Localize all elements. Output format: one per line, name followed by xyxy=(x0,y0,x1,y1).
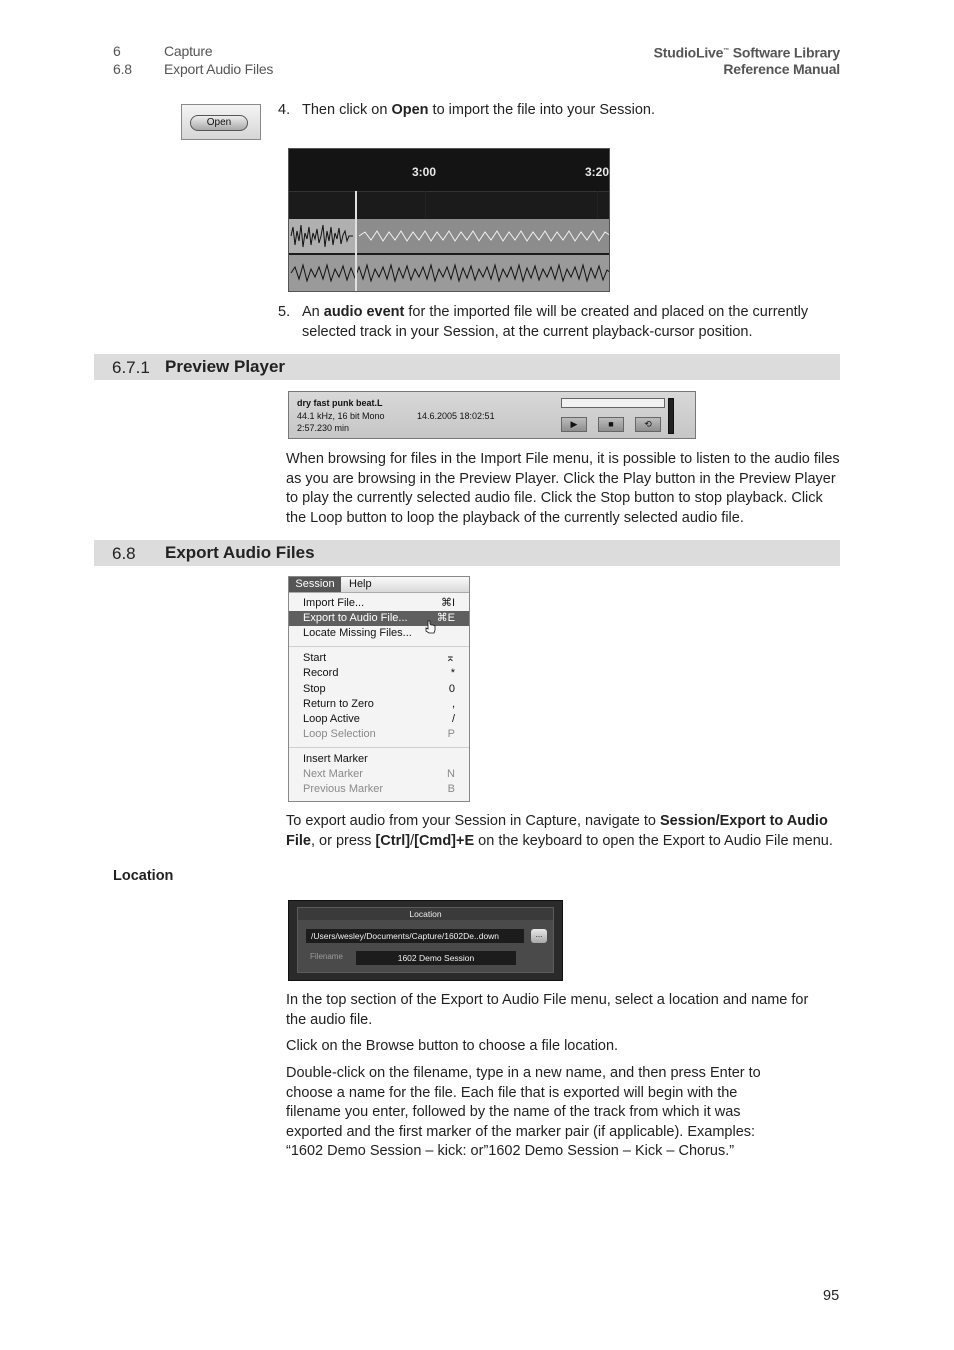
timeline-ruler xyxy=(289,149,609,192)
menu-item-label: Export to Audio File... xyxy=(303,612,408,624)
menu-item-next-marker[interactable] xyxy=(289,767,469,782)
menu-item-label: Start xyxy=(303,652,327,664)
menu-item-return-to-zero[interactable] xyxy=(289,697,469,712)
step-5-post: for the imported file will be created and placed on the currently selected track in your Session, at the current playback-cursor position. xyxy=(302,304,809,340)
section-heading-export-audio-files xyxy=(94,540,840,566)
play-icon: ▶ xyxy=(570,419,578,429)
menu-item-stop[interactable] xyxy=(289,682,469,697)
menu-item-label: Loop Active xyxy=(303,713,360,725)
track-1 xyxy=(289,219,609,253)
open-button[interactable]: Open xyxy=(190,115,248,131)
trademark: ™ xyxy=(723,48,730,54)
step-5-text xyxy=(302,303,840,342)
playback-cursor xyxy=(355,191,357,292)
menu-item-loop-selection[interactable] xyxy=(289,727,469,742)
step-4-text xyxy=(302,101,840,121)
menu-item-loop-active[interactable] xyxy=(289,712,469,727)
export-text-2: , or press xyxy=(310,832,376,849)
export-text-3: / xyxy=(410,832,415,849)
menu-bar xyxy=(289,577,469,593)
step-5-number: 5. xyxy=(278,304,291,320)
header-section-title: Export Audio Files xyxy=(164,61,274,77)
menu-session[interactable]: Session xyxy=(289,577,341,592)
step-4-bold: Open xyxy=(391,102,429,118)
section-heading-preview-player xyxy=(94,354,840,380)
stop-button[interactable] xyxy=(598,417,624,432)
preview-player xyxy=(288,391,696,439)
browse-paragraph: Click on the Browse button to choose a file location. xyxy=(286,1038,619,1054)
location-paragraph: In the top section of the Export to Audio File menu, select a location and name for the audio file. xyxy=(286,992,809,1028)
menu-item-start[interactable] xyxy=(289,651,469,666)
header-chapter-num: 6 xyxy=(113,43,121,59)
waveform-track-2 xyxy=(289,255,610,291)
section-number: 6.7.1 xyxy=(112,358,150,377)
stop-icon: ■ xyxy=(608,419,614,429)
mouse-cursor-icon xyxy=(425,620,437,634)
menu-separator xyxy=(289,747,469,748)
header-product xyxy=(654,43,840,62)
location-heading: Location xyxy=(113,868,174,884)
product-suffix: Software Library xyxy=(729,44,840,61)
menu-item-shortcut: / xyxy=(451,713,455,725)
step-5-pre: An xyxy=(302,304,324,320)
menu-item-export-to-audio-file[interactable] xyxy=(289,611,469,626)
filename-field[interactable]: 1602 Demo Session xyxy=(356,951,516,965)
audio-event-waveform xyxy=(288,148,610,292)
export-bold-3: [Cmd]+E xyxy=(414,832,475,849)
location-panel xyxy=(288,900,563,981)
menu-item-shortcut: ⌘I xyxy=(440,597,455,609)
timeline-label-2: 3:20 xyxy=(585,165,610,179)
menu-item-label: Locate Missing Files... xyxy=(303,627,412,639)
menu-item-label: Next Marker xyxy=(303,768,363,780)
track-2 xyxy=(289,255,609,291)
menu-item-label: Previous Marker xyxy=(303,783,384,795)
export-bold-2: [Ctrl] xyxy=(375,832,411,849)
section-title: Export Audio Files xyxy=(165,543,315,562)
menu-item-shortcut: ⌅ xyxy=(445,652,455,664)
filename-paragraph: Double-click on the filename, type in a new name, and then press Enter to choose a name for the file. Each file that is exported will begin with the filename you enter, followed by the name of the track from which it was exported and the first marker of the marker pair (if applicable). Examples: “1602 Demo Session – kick: or”1602 Demo Session – Kick – Chorus.” xyxy=(286,1065,761,1159)
header-manual: Reference Manual xyxy=(723,61,840,77)
preview-filename: dry fast punk beat.L xyxy=(297,398,383,408)
menu-item-shortcut: B xyxy=(447,783,455,795)
location-panel-inner xyxy=(297,907,554,973)
menu-item-label: Loop Selection xyxy=(303,728,376,740)
preview-paragraph: When browsing for files in the Import File menu, it is possible to listen to the audio files as you are browsing in the Preview Player. Click the Play button in the Preview Player to play the currently selected audio file. Click the Stop button to stop playback. Click the Loop button to loop the playback of the currently selected audio file. xyxy=(286,451,840,526)
waveform-track-1 xyxy=(289,219,610,253)
export-text-4: on the keyboard to open the Export to Audio File menu. xyxy=(474,832,833,849)
loop-icon: ⟲ xyxy=(644,419,652,429)
loop-button[interactable] xyxy=(635,417,661,432)
session-menu xyxy=(288,576,470,802)
product-name: StudioLive xyxy=(653,44,724,61)
step-5-bold: audio event xyxy=(323,304,405,320)
play-button[interactable] xyxy=(561,417,587,432)
menu-item-label: Insert Marker xyxy=(303,753,368,765)
menu-item-record[interactable] xyxy=(289,666,469,681)
menu-help[interactable]: Help xyxy=(349,578,372,590)
menu-item-label: Record xyxy=(303,667,339,679)
export-bold-1: Session/Export to Audio File xyxy=(286,813,828,849)
menu-separator xyxy=(289,646,469,647)
preview-duration: 2:57.230 min xyxy=(297,423,350,433)
page-number: 95 xyxy=(823,1288,840,1304)
preview-date: 14.6.2005 18:02:51 xyxy=(417,411,495,421)
menu-item-label: Return to Zero xyxy=(303,698,374,710)
menu-item-shortcut: * xyxy=(450,667,455,679)
export-paragraph xyxy=(286,812,842,851)
menu-item-shortcut: ⌘E xyxy=(436,612,455,624)
menu-item-shortcut: 0 xyxy=(448,683,455,695)
menu-item-shortcut: P xyxy=(447,728,455,740)
menu-item-previous-marker[interactable] xyxy=(289,782,469,797)
step-4-post: to import the file into your Session. xyxy=(428,102,656,118)
menu-item-label: Import File... xyxy=(303,597,365,609)
menu-item-shortcut: N xyxy=(447,768,455,780)
menu-item-locate-missing-files[interactable] xyxy=(289,626,469,641)
step-4-pre: Then click on xyxy=(302,102,392,118)
browse-button[interactable]: ... xyxy=(531,929,547,943)
timeline-label-1: 3:00 xyxy=(412,165,437,179)
section-title: Preview Player xyxy=(165,357,286,376)
preview-progress-bar[interactable] xyxy=(561,398,665,408)
header-chapter-title: Capture xyxy=(164,43,213,59)
menu-item-shortcut: , xyxy=(451,698,455,710)
export-text-1: To export audio from your Session in Capture, navigate to xyxy=(286,813,660,829)
section-number: 6.8 xyxy=(112,544,136,563)
open-button-illustration xyxy=(181,104,261,140)
header-section-num: 6.8 xyxy=(113,61,132,77)
location-caption: Location xyxy=(298,908,553,920)
step-4-number: 4. xyxy=(278,102,291,118)
preview-format: 44.1 kHz, 16 bit Mono xyxy=(297,411,385,421)
location-path-field[interactable]: /Users/wesley/Documents/Capture/1602De..down xyxy=(306,929,524,943)
filename-label: Filename xyxy=(310,952,343,961)
menu-item-label: Stop xyxy=(303,683,326,695)
volume-meter xyxy=(668,398,674,434)
menu-item-import-file[interactable] xyxy=(289,596,469,611)
menu-item-insert-marker[interactable] xyxy=(289,752,469,767)
